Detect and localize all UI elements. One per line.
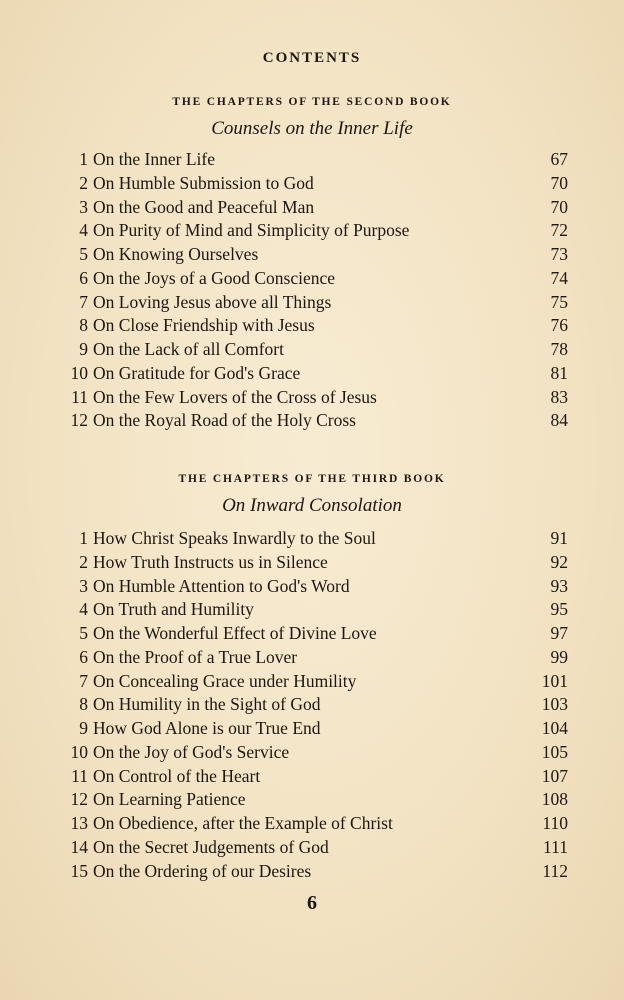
chapter-number: 4 xyxy=(79,220,88,241)
contents-heading: CONTENTS xyxy=(262,50,362,66)
chapter-row xyxy=(0,693,624,717)
chapter-page-number: 110 xyxy=(542,813,568,833)
chapter-page-number: 73 xyxy=(550,244,568,264)
chapter-title: On Humble Attention to God's Word xyxy=(93,575,350,596)
chapter-title: How God Alone is our True End xyxy=(93,718,321,738)
chapter-number: 10 xyxy=(70,362,88,383)
chapter-page-number: 81 xyxy=(550,362,568,383)
chapter-row xyxy=(0,314,624,338)
chapter-title: On Purity of Mind and Simplicity of Purpose xyxy=(93,220,410,241)
chapter-number: 3 xyxy=(79,575,88,596)
chapter-page-number: 108 xyxy=(541,789,568,810)
chapter-page-number: 105 xyxy=(541,741,568,762)
chapter-title: On Loving Jesus above all Things xyxy=(93,291,332,312)
chapter-title: On Truth and Humility xyxy=(93,599,254,620)
chapter-row xyxy=(0,267,624,291)
chapter-row xyxy=(0,646,624,670)
chapter-row xyxy=(0,622,624,646)
chapter-row xyxy=(0,219,624,243)
chapter-title: On the Royal Road of the Holy Cross xyxy=(93,410,356,431)
chapter-row xyxy=(0,409,624,433)
chapter-title: On the Few Lovers of the Cross of Jesus xyxy=(93,386,377,407)
chapter-title: How Christ Speaks Inwardly to the Soul xyxy=(93,528,376,548)
chapter-title: On the Ordering of our Desires xyxy=(93,860,312,881)
chapter-number: 14 xyxy=(70,836,88,857)
chapter-title: On Gratitude for God's Grace xyxy=(93,362,301,383)
chapter-page-number: 103 xyxy=(541,694,568,715)
chapter-title: On Humble Submission to God xyxy=(93,172,314,193)
chapter-title: How Truth Instructs us in Silence xyxy=(93,551,328,572)
chapter-title: On Close Friendship with Jesus xyxy=(93,315,315,336)
third-book-subtitle: On Inward Consolation xyxy=(222,495,402,516)
chapter-number: 7 xyxy=(79,670,88,691)
chapter-title: On the Joys of a Good Conscience xyxy=(93,267,336,288)
chapter-page-number: 84 xyxy=(550,410,568,431)
chapter-title: On Control of the Heart xyxy=(93,765,261,786)
chapter-number: 11 xyxy=(71,386,88,407)
chapter-page-number: 75 xyxy=(550,291,568,312)
chapter-title: On the Proof of a True Lover xyxy=(93,646,298,667)
chapter-page-number: 76 xyxy=(550,315,568,336)
chapter-page-number: 83 xyxy=(550,386,568,407)
chapter-row xyxy=(0,148,624,172)
chapter-row xyxy=(0,338,624,362)
second-book-subtitle: Counsels on the Inner Life xyxy=(211,118,413,139)
third-book-chapter-list xyxy=(0,527,624,883)
chapter-number: 8 xyxy=(79,315,88,336)
chapter-title: On the Joy of God's Service xyxy=(93,741,290,762)
third-book-heading: THE CHAPTERS OF THE THIRD BOOK xyxy=(178,473,446,485)
chapter-title: On the Good and Peaceful Man xyxy=(93,196,315,217)
chapter-title: On Concealing Grace under Humility xyxy=(93,670,357,691)
chapter-page-number: 70 xyxy=(550,196,568,217)
chapter-row xyxy=(0,812,624,836)
chapter-page-number: 92 xyxy=(550,551,568,572)
chapter-title: On Knowing Ourselves xyxy=(93,244,259,264)
chapter-title: On the Inner Life xyxy=(93,149,215,169)
chapter-number: 5 xyxy=(79,623,88,643)
chapter-row xyxy=(0,788,624,812)
chapter-number: 15 xyxy=(70,860,88,881)
chapter-number: 6 xyxy=(79,646,88,667)
chapter-number: 1 xyxy=(79,149,88,169)
chapter-number: 1 xyxy=(79,528,88,548)
chapter-number: 12 xyxy=(70,410,88,431)
chapter-row xyxy=(0,598,624,622)
chapter-title: On Obedience, after the Example of Christ xyxy=(93,813,393,833)
chapter-row xyxy=(0,527,624,551)
chapter-row xyxy=(0,575,624,599)
chapter-row xyxy=(0,386,624,410)
chapter-number: 11 xyxy=(71,765,88,786)
chapter-number: 9 xyxy=(79,718,88,738)
chapter-row xyxy=(0,836,624,860)
chapter-number: 2 xyxy=(79,172,88,193)
chapter-page-number: 74 xyxy=(550,267,568,288)
chapter-page-number: 99 xyxy=(550,646,568,667)
chapter-page-number: 111 xyxy=(543,836,568,857)
chapter-row xyxy=(0,860,624,884)
chapter-page-number: 101 xyxy=(541,670,568,691)
chapter-number: 10 xyxy=(70,741,88,762)
page-number: 6 xyxy=(307,892,317,914)
chapter-number: 3 xyxy=(79,196,88,217)
chapter-page-number: 91 xyxy=(550,528,568,548)
chapter-row xyxy=(0,551,624,575)
chapter-page-number: 72 xyxy=(550,220,568,241)
chapter-row xyxy=(0,243,624,267)
chapter-page-number: 78 xyxy=(550,339,568,359)
chapter-number: 2 xyxy=(79,551,88,572)
chapter-number: 8 xyxy=(79,694,88,715)
chapter-number: 13 xyxy=(70,813,88,833)
chapter-title: On the Lack of all Comfort xyxy=(93,339,284,359)
chapter-page-number: 97 xyxy=(550,623,568,643)
chapter-title: On Learning Patience xyxy=(93,789,246,810)
chapter-row xyxy=(0,196,624,220)
chapter-number: 4 xyxy=(79,599,88,620)
chapter-number: 7 xyxy=(79,291,88,312)
chapter-row xyxy=(0,172,624,196)
chapter-row xyxy=(0,717,624,741)
chapter-row xyxy=(0,291,624,315)
chapter-number: 6 xyxy=(79,267,88,288)
chapter-number: 12 xyxy=(70,789,88,810)
chapter-page-number: 70 xyxy=(550,172,568,193)
second-book-heading: THE CHAPTERS OF THE SECOND BOOK xyxy=(172,96,452,108)
chapter-row xyxy=(0,362,624,386)
chapter-row xyxy=(0,741,624,765)
chapter-title: On Humility in the Sight of God xyxy=(93,694,321,715)
chapter-row xyxy=(0,670,624,694)
chapter-title: On the Secret Judgements of God xyxy=(93,836,329,857)
chapter-title: On the Wonderful Effect of Divine Love xyxy=(93,623,377,643)
chapter-page-number: 104 xyxy=(541,718,568,738)
chapter-page-number: 112 xyxy=(542,860,568,881)
chapter-number: 5 xyxy=(79,244,88,264)
second-book-chapter-list xyxy=(0,148,624,433)
chapter-number: 9 xyxy=(79,339,88,359)
chapter-page-number: 67 xyxy=(550,149,568,169)
chapter-page-number: 93 xyxy=(550,575,568,596)
chapter-page-number: 107 xyxy=(541,765,568,786)
chapter-page-number: 95 xyxy=(550,599,568,620)
chapter-row xyxy=(0,765,624,789)
